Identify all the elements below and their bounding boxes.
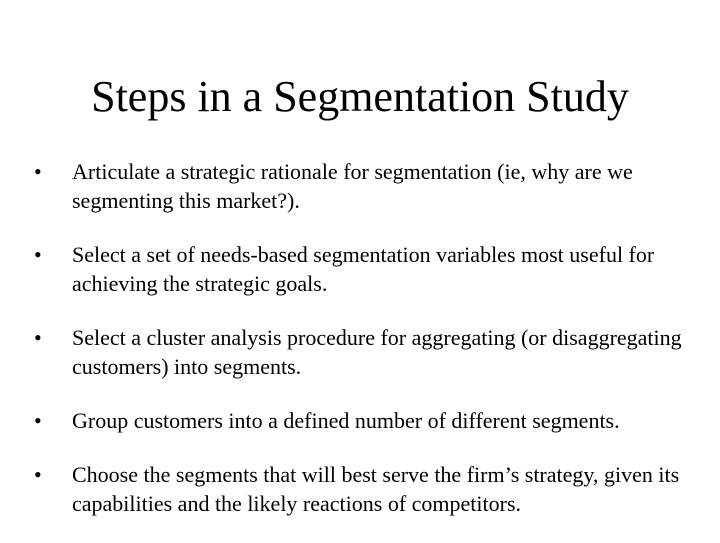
bullet-text: Articulate a strategic rationale for segmentation (ie, why are we segmenting this market?). bbox=[72, 159, 633, 213]
slide-title: Steps in a Segmentation Study bbox=[91, 72, 629, 121]
bullet-dot-icon: • bbox=[34, 462, 42, 487]
bullet-item bbox=[34, 240, 704, 298]
bullet-text: Select a set of needs-based segmentation variables most useful for achieving the strategic goals. bbox=[72, 242, 655, 296]
bullet-item bbox=[34, 323, 704, 381]
bullet-text: Choose the segments that will best serve the firm’s strategy, given its capabilities and the likely reactions of competitors. bbox=[72, 462, 680, 516]
bullet-dot-icon: • bbox=[34, 408, 42, 433]
bullet-text: Select a cluster analysis procedure for aggregating (or disaggregating customers) into segments. bbox=[72, 325, 682, 379]
bullet-text: Group customers into a defined number of different segments. bbox=[72, 408, 620, 433]
bullet-item bbox=[34, 406, 704, 435]
bullet-dot-icon: • bbox=[34, 325, 42, 350]
bullet-item bbox=[34, 460, 704, 518]
bullet-item bbox=[34, 157, 704, 215]
bullet-dot-icon: • bbox=[34, 242, 42, 267]
bullet-list bbox=[34, 157, 704, 543]
bullet-dot-icon: • bbox=[34, 159, 42, 184]
